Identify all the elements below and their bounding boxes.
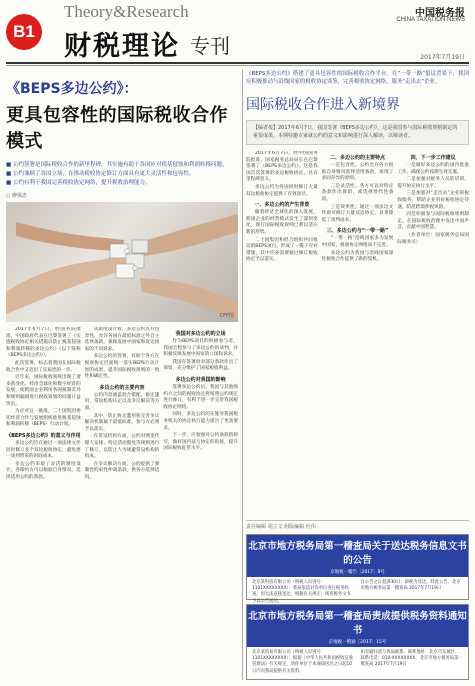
section-tag: B1 xyxy=(6,14,42,50)
paragraph: 多边公约旨在通过一项法律文件同时修订多个双边税收协定，避免逐一谈判带来的时间成本。 xyxy=(6,440,81,460)
right-story-body xyxy=(246,151,469,496)
left-story-summary xyxy=(6,161,238,188)
body-column xyxy=(6,327,81,683)
left-story-byline: ○ 廖体忠 xyxy=(6,193,27,199)
paragraph: 我国在签署时对部分条款作出了保留，充分维护了国家税收利益。 xyxy=(163,359,238,372)
paragraph: （作者单位：国家税务总局国际税务司） xyxy=(397,232,469,245)
right-story-intro: 《BEPS多边公约》搭建了更具包容性的国际税收合作平台，在“一带一路”倡议背景下，我国应积极推动与沿线国家的税收协定谈签，完善税收协定网络，服务“走出去”企业。 xyxy=(246,71,469,85)
summary-point: ■ 公约有利于我国完善税收协定网络，提升税收治理能力。 xyxy=(6,180,151,186)
subheading: 多边公约的主要内容 xyxy=(99,384,145,391)
notice-body xyxy=(247,647,468,678)
paragraph: 三是效率性。通过一项多边文件即可修订大量双边协定，显著降低了谈判成本。 xyxy=(321,204,394,223)
paragraph: 在争议解决方面，公约提供了强制性约束性仲裁条款，供各方选择适用。 xyxy=(84,461,160,480)
notice-paragraph: 如有疑问请与我局联系。联系地址：北京市东城区；联系电话：010-XXXXXXXX。北京市地方税务局第一稽查局 2017年7月19日 xyxy=(360,650,463,668)
paper-name-cn: 中国税务报 xyxy=(415,8,465,19)
summary-point: ■ 公约签署是国际税收合作的新里程碑，其实施有助于各国应对税基侵蚀和利润转移问题。 xyxy=(6,162,228,168)
paragraph: 2017年6月7日，经中国国务院批准，国家税务总局局长在巴黎签署了《BEPS多边公约》。这是我国首次签署的多边税收协定，具有里程碑意义。 xyxy=(246,151,318,183)
paragraph: 多边公约为我国与沿线国家深化税收合作提供了新的契机。 xyxy=(321,250,394,263)
body-column xyxy=(322,151,394,496)
paragraph: 此次签署，标志着我国在国际税收合作中又迈出了实质性的一步。 xyxy=(6,360,81,373)
summary-point: ■ 公约兼顾了各国立场，在推动税收协定修订方面具有更大灵活性和包容性。 xyxy=(6,171,195,177)
notice-number: 京地税一稽通〔2017〕15号 xyxy=(247,639,468,647)
right-story-headline: 国际税收合作进入新境界 xyxy=(246,97,400,113)
left-story-body xyxy=(6,327,238,683)
paragraph: 一是包容性。公约允许各方根据自身情况选择适用条款，体现了求同存异的原则。 xyxy=(321,163,394,182)
subheading: 三、多边公约与“一带一路” xyxy=(326,228,389,235)
paragraph: 同时，多边公约的实施对我国税务机关的协定执行能力提出了更高要求。 xyxy=(163,412,238,431)
paragraph: 近年来，国际税收领域出现了诸多新变化。经济全球化和数字经济的发展，使跨国企业利用各国税制差异和规则漏洞进行税收筹划的问题日益突出。 xyxy=(6,375,81,407)
paragraph: 三是加强对“走出去”企业的税收服务，帮助企业用好税收协定待遇，防范跨境涉税风险。 xyxy=(397,191,469,210)
masthead-rule-thin xyxy=(6,65,469,66)
tax-notice-2 xyxy=(246,604,469,680)
body-column xyxy=(246,151,318,496)
paper-name-en: CHINA TAXATION NEWS xyxy=(396,17,465,23)
paragraph: 下一步，应加强对公约条款的研究，做好国内法与协定的衔接，提升国际税收征管水平。 xyxy=(163,433,238,452)
notice-paragraph: 自公告之日起满30日，即视为送达。特此公告。北京市地方税务局第一稽查局 2017年7月19日 xyxy=(360,580,461,592)
paragraph: 公约内容涵盖混合错配、协定滥用、常设机构认定以及争议解决等方面。 xyxy=(84,392,160,411)
paragraph: 其中，防止协定滥用和完善争议解决机制属于最低标准，参与方必须予以落实。 xyxy=(84,413,160,432)
column-divider xyxy=(242,70,243,680)
paragraph: 二是加强对税务人员的培训，提升协定执行水平。 xyxy=(397,177,469,189)
paragraph: 一是做好多边公约的国内批准工作，确保公约按期生效实施。 xyxy=(397,163,469,175)
body-column xyxy=(163,327,238,683)
left-story-headline: 更具包容性的国际税收合作模式 xyxy=(6,105,228,152)
photo-illustration xyxy=(6,202,238,322)
paragraph: 2017年6月7日，经国务院批准，中国政府代表在巴黎签署了《实施税收协定相关措施以防止税基侵蚀和利润转移的多边公约》（以下简称《BEPS多边公约》）。 xyxy=(6,327,81,359)
notice-title: 北京市地方税务局第一稽查局关于送达税务信息文书的公告 xyxy=(247,535,468,569)
paragraph: 多边公约采取了灵活的制度设计，各缔约方可以根据自身情况，选择适用公约的条款。 xyxy=(6,461,81,480)
paragraph: 二十国集团和经合组织共同推动的BEPS项目，形成了一揽子应对措施，其中许多需要通过修订税收协定予以落实。 xyxy=(246,237,318,263)
section-title-cn: 财税理论 xyxy=(64,31,180,62)
editor-note xyxy=(246,120,469,145)
paragraph: 四是积极参与国际税收规则制定，在国际税收治理中发出中国声音，贡献中国智慧。 xyxy=(397,212,469,231)
editor-credits: 责任编辑 胡立文 组版编辑 杜伟 xyxy=(246,520,469,530)
paragraph: 二是灵活性。各方可以对特定条款作出保留，或选择替代性条款。 xyxy=(321,183,394,202)
paragraph: 签署多边公约后，我国与其他缔约方之间的税收协定将按照公约规定进行修订，有利于进一步完善我国税收协定网络。 xyxy=(163,384,238,410)
body-column xyxy=(397,151,469,496)
paragraph: 随着经济全球化的深入发展，跨国企业的经营模式发生了深刻变化，现行国际税收规则已难以适应新的形势。 xyxy=(246,210,318,235)
notice-paragraph: 北京某科技有限公司（纳税人识别号：1101XXXXXXXX）：我局依法对你单位进行税务检查，因无法直接送达，根据有关规定，现将税务文书予以公告送达。 xyxy=(252,580,351,604)
subheading: 二、多边公约的主要特点 xyxy=(330,155,386,161)
issue-date: 2017年7月19日 xyxy=(420,54,465,61)
section-title-en: Theory&Research xyxy=(64,2,189,21)
photo-credit: CFP图 xyxy=(219,313,234,319)
notice-paragraph: 北京某贸易有限公司（纳税人识别号：1101XXXXXXXX）：根据《中华人民共和国税收征收管理法》有关规定，请你单位于本通知送达之日起10日内向我局提供有关资料。 xyxy=(252,650,354,674)
section-title-suffix: 专刊 xyxy=(190,34,230,58)
handshake-puzzle-photo xyxy=(6,202,238,322)
paragraph: 多边公约为各国同时修订大量双边税收协定提供了有效途径。 xyxy=(246,184,318,197)
paragraph: 为应对这一挑战，二十国集团委托经济合作与发展组织推进税基侵蚀和利润转移（BEPS）行动计划。 xyxy=(6,409,81,428)
body-column xyxy=(85,327,160,683)
paragraph: 从制度设计看，多边公约具有包容性，允许各国在最低标准之外自主选择条款，兼顾发展中国家和发达国家的不同诉求。 xyxy=(84,327,160,352)
masthead-rule xyxy=(6,62,469,64)
left-story-kicker: 《BEPS多边公约》： xyxy=(6,81,138,97)
subheading: 一、多边公约的产生背景 xyxy=(254,202,310,209)
paragraph: 在常设机构方面，公约对佣金代理人安排、特定活动豁免等规则进行了修订，以防止人为规避常设机构的构成。 xyxy=(84,434,160,460)
notice-title: 北京市地方税务局第一稽查局责成提供税务资料通知书 xyxy=(247,605,468,639)
tax-notice-1 xyxy=(246,534,469,604)
subheading: 四、下一步工作建议 xyxy=(410,155,456,161)
subheading: 我国对多边公约的立场 xyxy=(175,331,226,337)
paragraph: 多边公约的签署，有助于各方在税收协定层面统一落实BEPS行动计划的成果，提升国际税收规则的一致性和确定性。 xyxy=(84,354,160,380)
right-story xyxy=(246,70,469,530)
masthead xyxy=(0,0,475,70)
subheading: 多边公约对我国的影响 xyxy=(175,376,226,383)
left-story xyxy=(6,70,238,660)
paragraph: “一带一路”沿线国家多为发展中国家，税收协定网络尚不完善。 xyxy=(321,236,394,248)
editor-note-text: 【编者按】2017年6月7日，我国签署《BEPS多边公约》，这是我国参与国际税收规则制定的重要成果。本期特邀专家就公约的意义和影响进行深入解读，以飨读者。 xyxy=(253,125,458,139)
subheading: 《BEPS多边公约》的意义与作用 xyxy=(6,432,81,439)
notice-number: 京地税一稽告〔2017〕8号 xyxy=(247,569,468,577)
paragraph: 作为BEPS项目的积极参与者，我国全程参与了多边公约的谈判，并积极反映发展中国家的立场和诉求。 xyxy=(163,339,238,358)
